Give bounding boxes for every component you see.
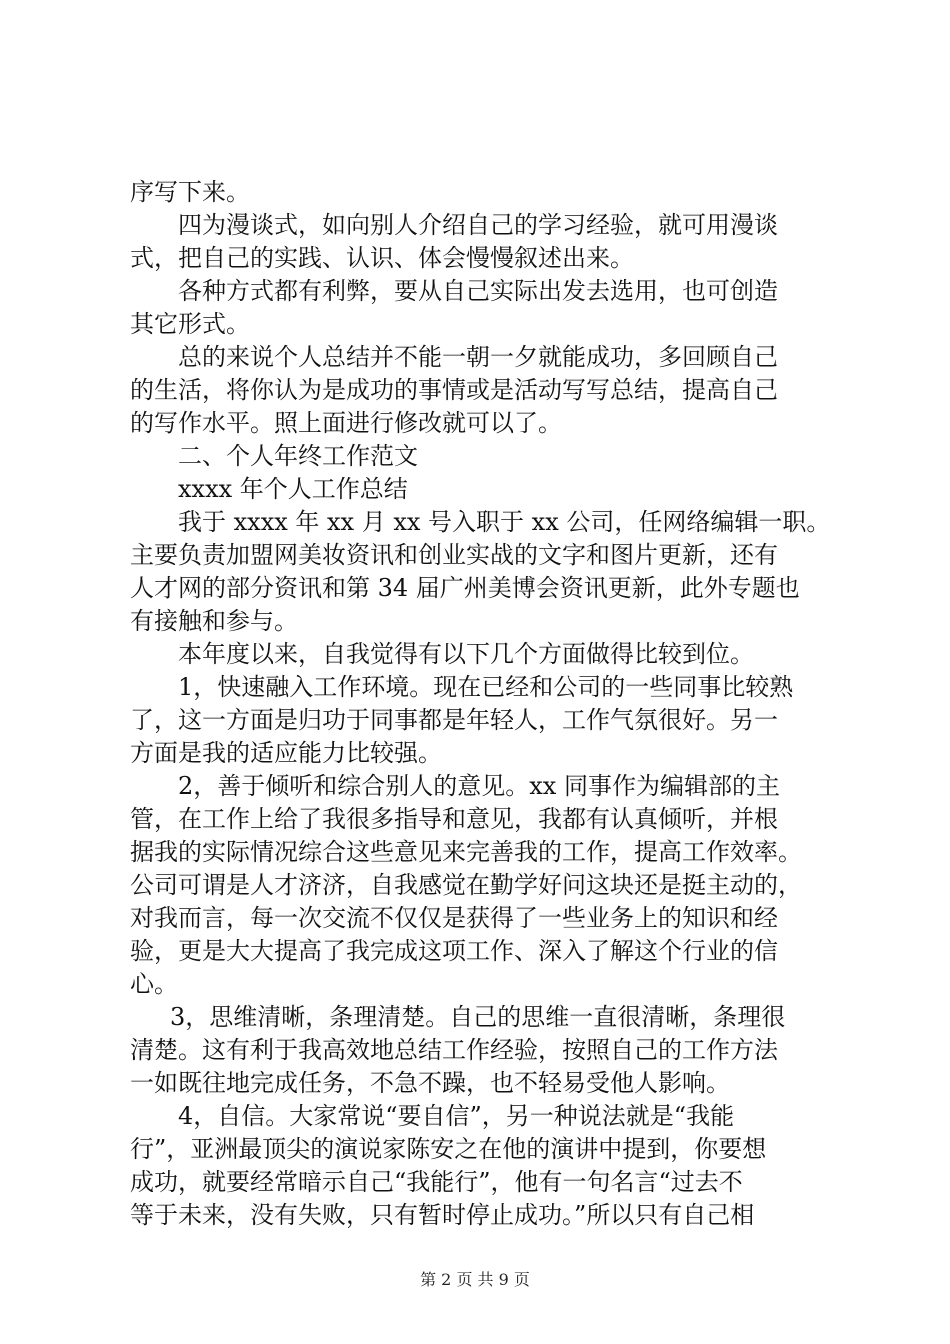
section-heading: 二、个人年终工作范文: [178, 442, 418, 470]
text-line: 验，更是大大提高了我完成这项工作、深入了解这个行业的信: [130, 937, 778, 965]
text-line: 的写作水平。照上面进行修改就可以了。: [130, 409, 562, 437]
text-line: 心。: [130, 970, 178, 998]
text-line: 据我的实际情况综合这些意见来完善我的工作，提高工作效率。: [130, 838, 802, 866]
text-line: 四为漫谈式，如向别人介绍自己的学习经验，就可用漫谈: [178, 211, 778, 239]
text-line: 序写下来。: [130, 178, 250, 206]
document-title: xxxx 年个人工作总结: [178, 475, 408, 503]
text-line: 总的来说个人总结并不能一朝一夕就能成功，多回顾自己: [178, 343, 778, 371]
text-line: 人才网的部分资讯和第 34 届广州美博会资讯更新，此外专题也: [130, 574, 800, 602]
text-line: 的生活，将你认为是成功的事情或是活动写写总结，提高自己: [130, 376, 778, 404]
text-line: 管，在工作上给了我很多指导和意见，我都有认真倾听，并根: [130, 805, 778, 833]
text-line: 一如既往地完成任务，不急不躁，也不轻易受他人影响。: [130, 1069, 730, 1097]
page-indicator: 第 2 页 共 9 页: [420, 1270, 530, 1289]
text-line: 成功，就要经常暗示自己“我能行”，他有一句名言“过去不: [130, 1168, 743, 1196]
text-line: 方面是我的适应能力比较强。: [130, 739, 442, 767]
text-line: 2，善于倾听和综合别人的意见。xx 同事作为编辑部的主: [178, 772, 780, 800]
text-line: 清楚。这有利于我高效地总结工作经验，按照自己的工作方法: [130, 1036, 778, 1064]
text-line: 对我而言，每一次交流不仅仅是获得了一些业务上的知识和经: [130, 904, 778, 932]
text-line: 其它形式。: [130, 310, 250, 338]
text-line: 4，自信。大家常说“要自信”，另一种说法就是“我能: [178, 1102, 735, 1130]
text-line: 等于未来，没有失败，只有暂时停止成功。”所以只有自己相: [130, 1201, 755, 1229]
text-line: 有接触和参与。: [130, 607, 298, 635]
text-line: 了，这一方面是归功于同事都是年轻人，工作气氛很好。另一: [130, 706, 778, 734]
text-line: 3，思维清晰，条理清楚。自己的思维一直很清晰，条理很: [170, 1003, 786, 1031]
text-line: 主要负责加盟网美妆资讯和创业实战的文字和图片更新，还有: [130, 541, 778, 569]
text-line: 公司可谓是人才济济，自我感觉在勤学好问这块还是挺主动的，: [130, 871, 802, 899]
text-line: 行”，亚洲最顶尖的演说家陈安之在他的演讲中提到，你要想: [130, 1135, 767, 1163]
text-line: 1，快速融入工作环境。现在已经和公司的一些同事比较熟: [178, 673, 794, 701]
text-line: 本年度以来，自我觉得有以下几个方面做得比较到位。: [178, 640, 754, 668]
text-line: 式，把自己的实践、认识、体会慢慢叙述出来。: [130, 244, 634, 272]
text-line: 我于 xxxx 年 xx 月 xx 号入职于 xx 公司，任网络编辑一职。: [178, 508, 831, 536]
text-line: 各种方式都有利弊，要从自己实际出发去选用，也可创造: [178, 277, 778, 305]
